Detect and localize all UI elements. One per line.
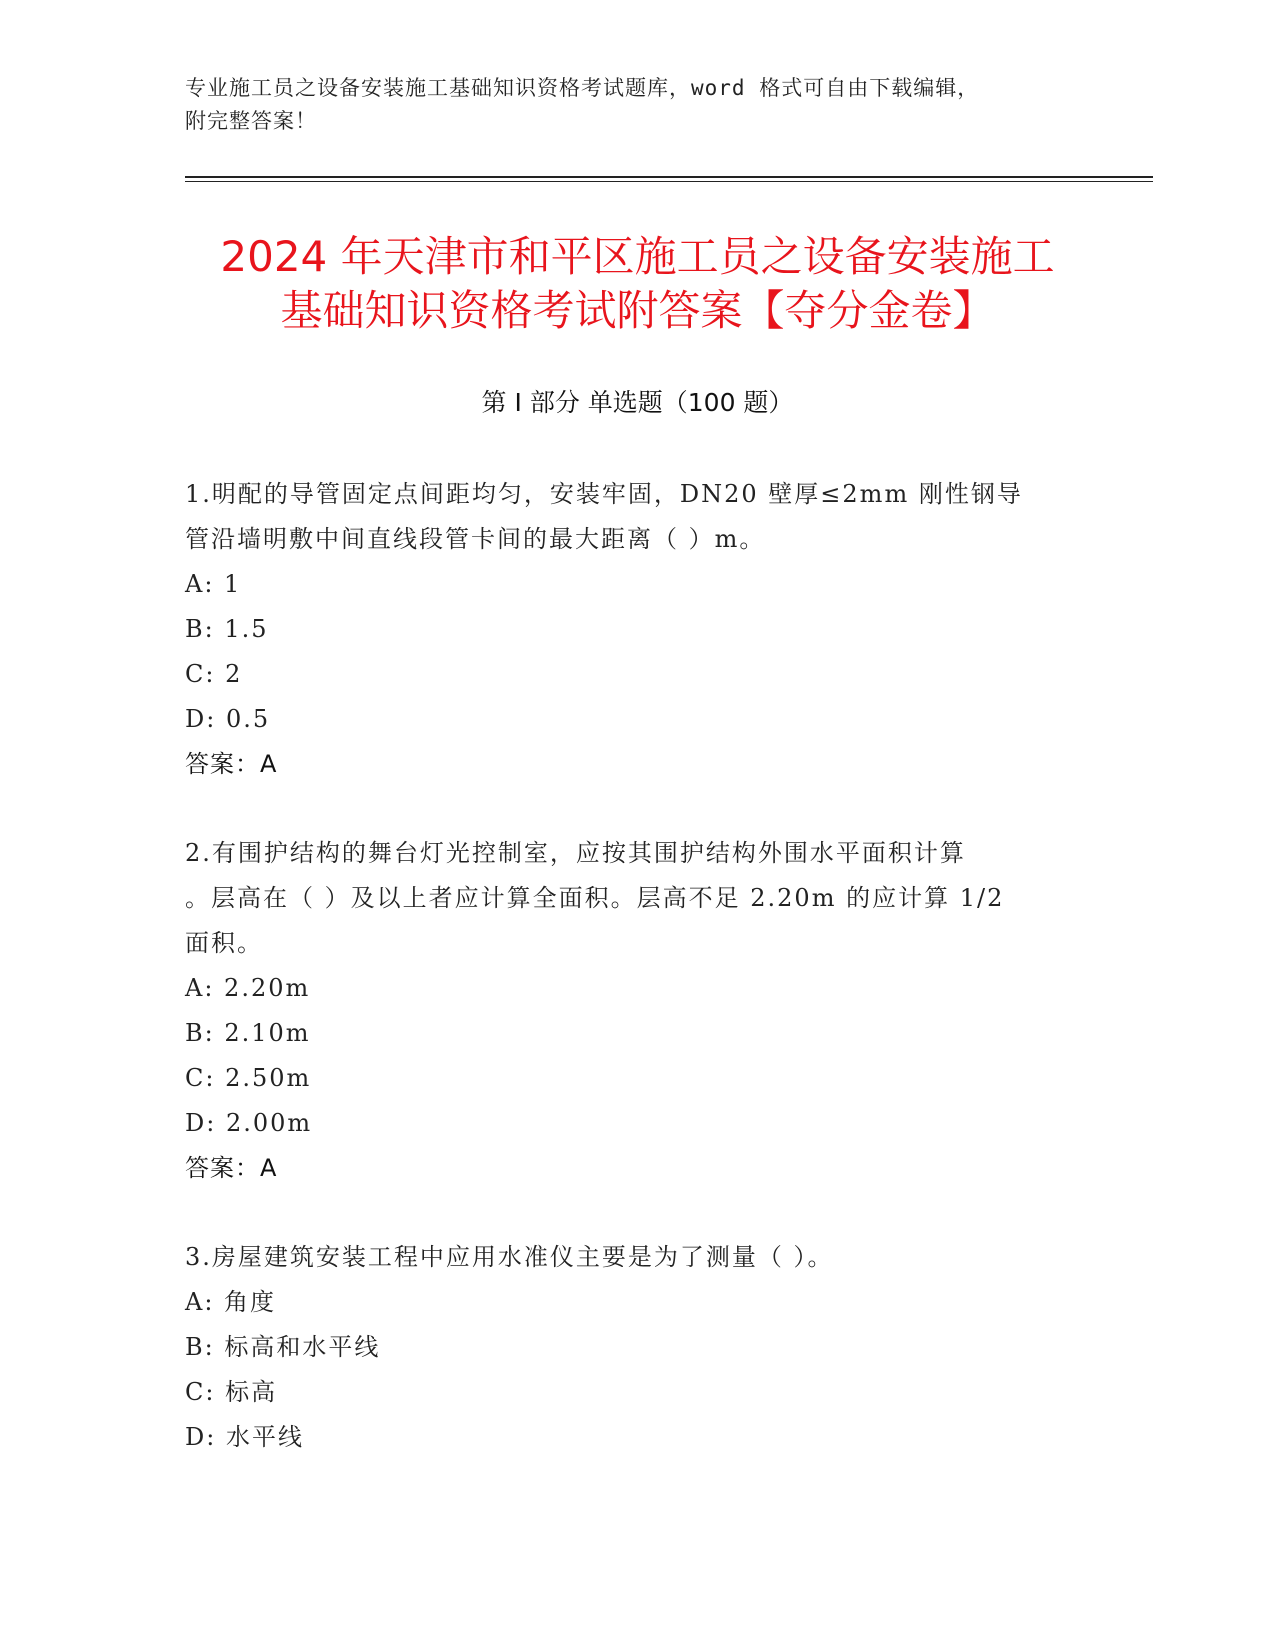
question-stem-line: 。层高在（ ）及以上者应计算全面积。层高不足 2.20m 的应计算 1/2 (185, 884, 1005, 912)
option-c: C: 2 (185, 660, 243, 688)
question-3 (185, 1235, 1065, 1460)
option-a: A: 2.20m (185, 974, 311, 1002)
option-d: D: 2.00m (185, 1109, 313, 1137)
document-title-line-2: 基础知识资格考试附答案【夺分金卷】 (280, 286, 995, 335)
question-stem-line: 1.明配的导管固定点间距均匀，安装牢固，DN20 壁厚≤2mm 刚性钢导 (185, 480, 1023, 508)
question-stem-line: 面积。 (185, 929, 263, 957)
header-divider-thick (185, 176, 1153, 178)
option-a: A: 1 (185, 570, 242, 598)
question-stem-line: 3.房屋建筑安装工程中应用水准仪主要是为了测量（ ）。 (185, 1243, 834, 1271)
option-c: C: 标高 (185, 1378, 278, 1406)
answer: 答案：A (185, 1154, 278, 1182)
document-title-line-1: 2024 年天津市和平区施工员之设备安装施工 (220, 232, 1055, 281)
answer: 答案：A (185, 750, 278, 778)
option-b: B: 2.10m (185, 1019, 311, 1047)
header-note-line-2: 附完整答案！ (185, 109, 317, 133)
document-title (150, 230, 1125, 338)
option-d: D: 0.5 (185, 705, 271, 733)
question-stem-line: 2.有围护结构的舞台灯光控制室，应按其围护结构外围水平面积计算 (185, 839, 966, 867)
option-a: A: 角度 (185, 1288, 277, 1316)
question-stem-line: 管沿墙明敷中间直线段管卡间的最大距离（ ）m。 (185, 525, 766, 553)
question-2 (185, 831, 1065, 1191)
option-d: D: 水平线 (185, 1423, 304, 1451)
header-note-line-1: 专业施工员之设备安装施工基础知识资格考试题库，word 格式可自由下载编辑， (185, 76, 980, 100)
question-1 (185, 472, 1065, 787)
section-title: 第 I 部分 单选题（100 题） (481, 388, 794, 417)
option-c: C: 2.50m (185, 1064, 312, 1092)
option-b: B: 标高和水平线 (185, 1333, 381, 1361)
header-note (185, 72, 1065, 138)
question-list (185, 472, 1065, 1504)
header-divider-thin (185, 181, 1153, 182)
option-b: B: 1.5 (185, 615, 269, 643)
